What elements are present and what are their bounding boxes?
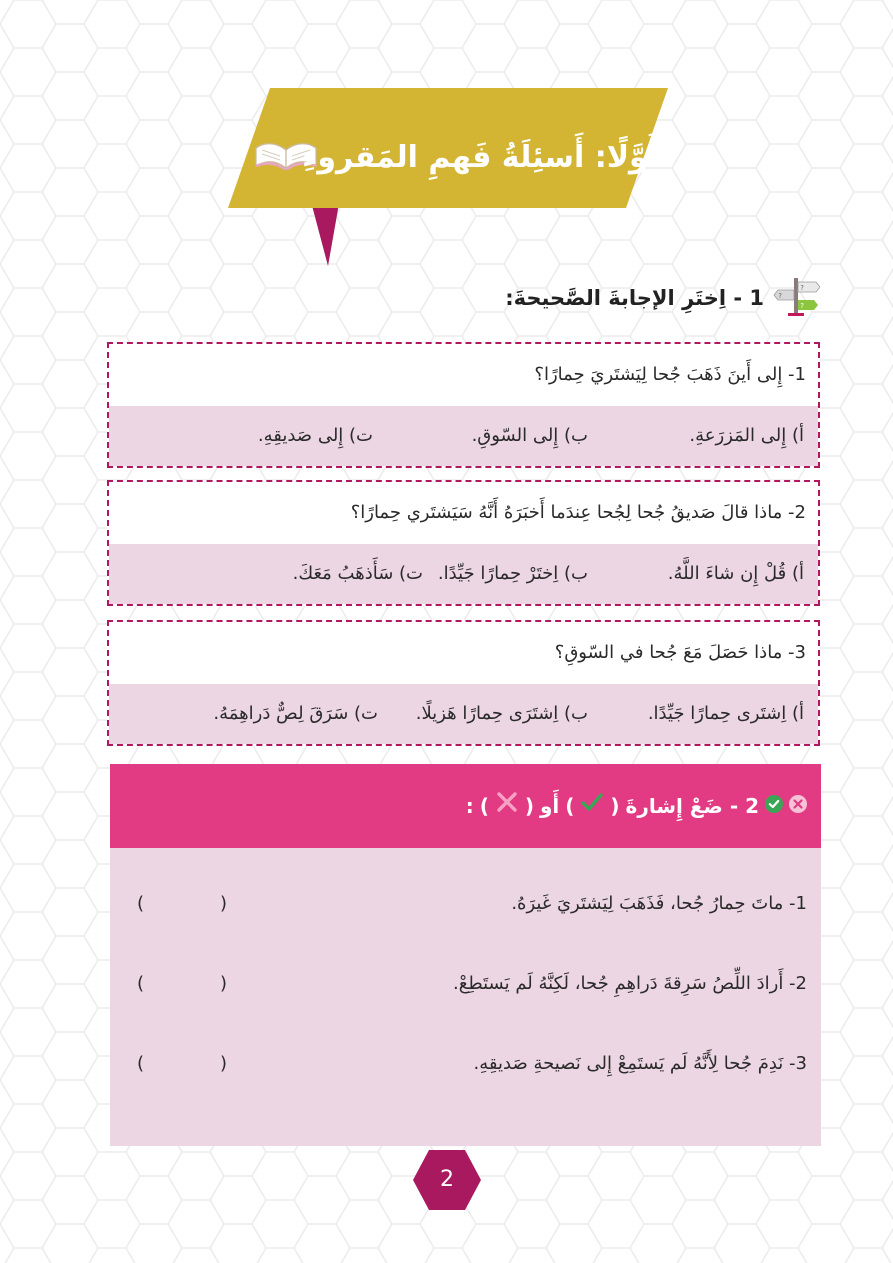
signpost-icon xyxy=(772,276,820,320)
open-paren: ( xyxy=(610,794,620,818)
section-1-heading xyxy=(500,276,820,320)
page-number-badge xyxy=(411,1148,483,1212)
statement-row xyxy=(110,964,821,1004)
answer-close-paren[interactable]: ) xyxy=(137,1053,145,1074)
section-1-title: 1 - اِختَرِ الإجابةَ الصَّحيحةَ: xyxy=(505,286,764,310)
option-a[interactable]: أ) قُلْ إِن شاءَ اللَّهُ. xyxy=(667,563,804,584)
answer-open-paren[interactable]: ( xyxy=(220,1053,228,1074)
question-text: 3- ماذا حَصَلَ مَعَ جُحا في السّوقِ؟ xyxy=(554,642,806,663)
question-box-1 xyxy=(107,342,820,468)
answer-open-paren[interactable]: ( xyxy=(220,973,228,994)
option-b[interactable]: ب) اِختَرْ حِمارًا جَيِّدًا. xyxy=(437,563,588,584)
option-c[interactable]: ت) سَأَذهَبُ مَعَكَ. xyxy=(292,563,423,584)
statement-row xyxy=(110,1044,821,1084)
section-banner xyxy=(228,88,668,268)
question-text: 2- ماذا قالَ صَديقُ جُحا لِجُحا عِندَما أَخبَرَهُ أَنَّهُ سَيَشتَري حِمارًا؟ xyxy=(350,502,806,523)
statement-text: 3- نَدِمَ جُحا لِأَنَّهُ لَم يَستَمِعْ إِلى نَصيحةِ صَديقِهِ. xyxy=(473,1053,807,1074)
banner-title: أَوَّلًا: أَسئِلَةُ فَهمِ المَقروءِ xyxy=(302,140,658,175)
question-box-3 xyxy=(107,620,820,746)
statement-text: 1- ماتَ حِمارُ جُحا، فَذَهَبَ لِيَشتَريَ غَيرَهُ. xyxy=(511,893,807,914)
or-text: أَو xyxy=(539,794,560,818)
answer-open-paren[interactable]: ( xyxy=(220,893,228,914)
question-text: 1- إِلى أَينَ ذَهَبَ جُحا لِيَشتَريَ حِمارًا؟ xyxy=(534,364,806,385)
option-b[interactable]: ب) إِلى السّوقِ. xyxy=(471,425,588,446)
svg-text:?: ? xyxy=(800,284,804,292)
options-row xyxy=(109,544,818,604)
close-paren: ) xyxy=(565,794,575,818)
section-2-header xyxy=(110,764,821,848)
x-mark-icon xyxy=(495,764,519,848)
check-circle-icon xyxy=(765,764,783,848)
svg-text:?: ? xyxy=(778,292,782,300)
check-mark-icon xyxy=(580,764,604,848)
instruction-text: 2 - ضَعْ إِشارةَ xyxy=(625,794,759,818)
section-2-body xyxy=(110,848,821,1146)
statement-row xyxy=(110,884,821,924)
option-a[interactable]: أ) اِشتَرى حِمارًا جَيِّدًا. xyxy=(647,703,804,724)
options-row xyxy=(109,406,818,466)
x-circle-icon xyxy=(789,764,807,848)
page-number: 2 xyxy=(440,1167,454,1192)
question-box-2 xyxy=(107,480,820,606)
open-paren: ( xyxy=(524,794,534,818)
option-c[interactable]: ت) إِلى صَديقِهِ. xyxy=(257,425,373,446)
option-b[interactable]: ب) اِشتَرَى حِمارًا هَزيلًا. xyxy=(415,703,588,724)
svg-text:?: ? xyxy=(800,302,804,310)
option-c[interactable]: ت) سَرَقَ لِصٌّ دَراهِمَهُ. xyxy=(213,703,378,724)
answer-close-paren[interactable]: ) xyxy=(137,893,145,914)
close-paren: ) xyxy=(479,794,489,818)
answer-close-paren[interactable]: ) xyxy=(137,973,145,994)
section-2-title xyxy=(466,764,807,848)
colon: : xyxy=(465,794,474,818)
options-row xyxy=(109,684,818,744)
statement-text: 2- أَرادَ اللِّصُ سَرِقةَ دَراهِمِ جُحا، لَكِنَّهُ لَم يَستَطِعْ. xyxy=(453,973,807,994)
option-a[interactable]: أ) إِلى المَزرَعةِ. xyxy=(689,425,804,446)
